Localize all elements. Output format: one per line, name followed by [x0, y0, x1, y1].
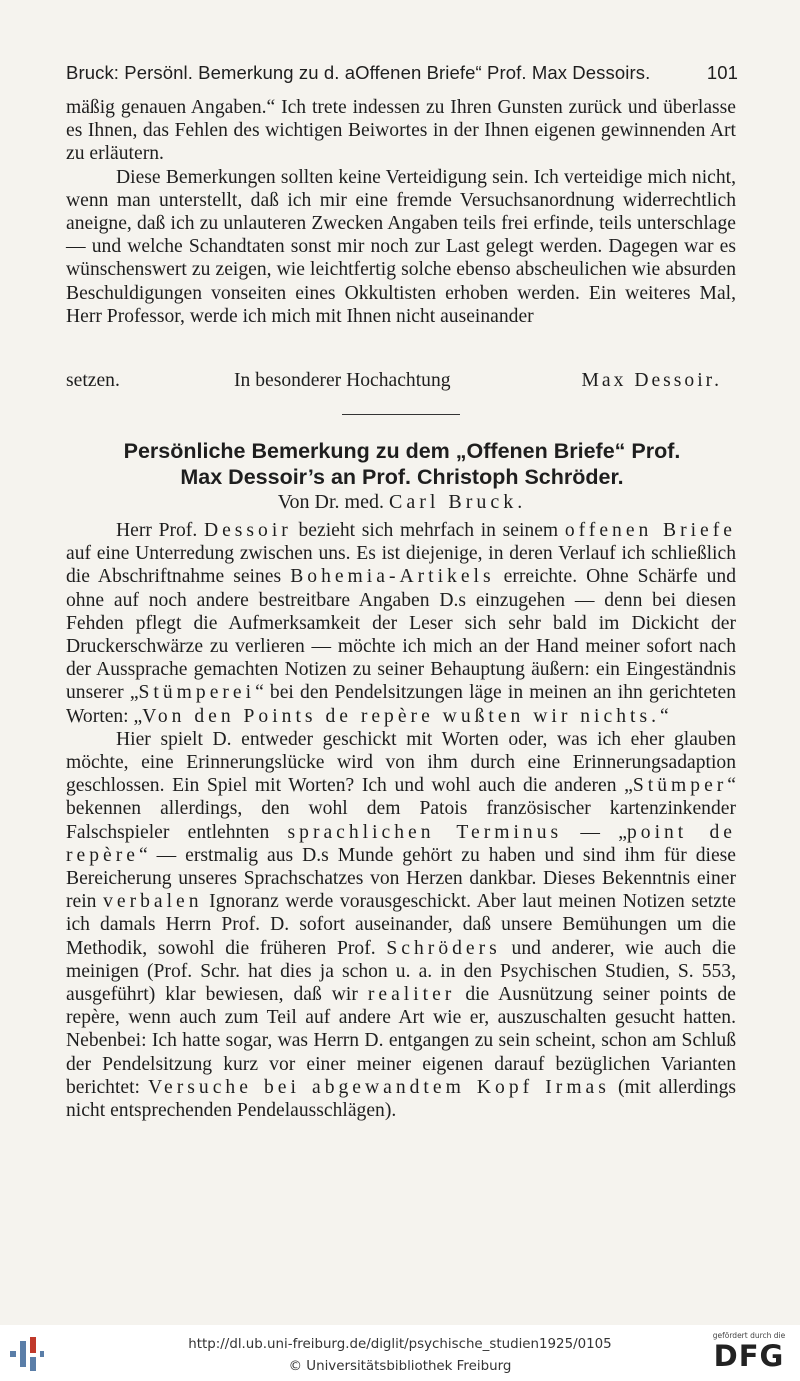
- byline-prefix: Von Dr. med.: [277, 491, 384, 513]
- closing-signature: Max Dessoir.: [581, 370, 722, 391]
- author-name: Carl Bruck.: [389, 491, 527, 513]
- funding-label: gefördert durch die: [712, 1331, 786, 1340]
- previous-article-text: [66, 96, 736, 328]
- section-divider: [342, 414, 460, 415]
- permalink-url[interactable]: http://dl.ub.uni-freiburg.de/diglit/psychische_studien1925/0105: [188, 1337, 612, 1352]
- viewer-footer: [0, 1325, 800, 1381]
- closing-word: setzen.: [66, 370, 120, 391]
- running-title: Bruck: Persönl. Bemerkung zu d. aOffenen Briefe“ Prof. Max Dessoirs.: [66, 62, 651, 83]
- paragraph: Herr Prof. Dessoir bezieht sich mehrfach in seinem offenen Briefe auf eine Unterredung zwischen uns. Es ist diejenige, in deren Verlauf ich schließlich die Abschriftnahme seines Bohemia-Artikels erreichte. Ohne Schärfe und ohne auf noch andere bestreitbare Angaben D.s einzugehen — denn bei diesen Fehden pflegt die Aufmerksamkeit der Leser sich sehr bald im Dickicht der Druckerschwärze zu verlieren — möchte ich mich an der Hand meiner sofort nach der Aussprache gemachten Notizen zu seiner Behauptung äußern: ein Eingeständnis unserer „Stümperei“ bei den Pendelsitzungen läge in meinen an ihn gerichteten Worten: „Von den Points de repère wußten wir nichts.“: [66, 520, 736, 727]
- paragraph: mäßig genauen Angaben.“ Ich trete indessen zu Ihren Gunsten zurück und überlasse es Ihnen, das Fehlen des wichtigen Beiwortes in der Ihnen eigenen gewinnenden Art zu erläutern.: [66, 97, 736, 165]
- paragraph: Diese Bemerkungen sollten keine Verteidigung sein. Ich verteidige mich nicht, wenn man unterstellt, daß ich mir eine fremde Versuchsanordnung widerrechtlich aneigne, daß ich zu unlauteren Zwecken Angaben teils frei erfinde, teils unterschlage — und welche Schandtaten sonst mir noch zur Last gelegt werden. Dagegen war es wünschenswert zu zeigen, wie leichtfertig solche ebenso abscheulichen wie absurden Beschuldigungen vonseiten eines Okkultisten erhoben werden. Ein weiteres Mal, Herr Professor, werde ich mich mit Ihnen nicht auseinander: [66, 166, 736, 327]
- page-number: 101: [706, 62, 738, 83]
- article-title-line: Max Dessoir’s an Prof. Christoph Schröder.: [180, 465, 624, 489]
- article-title-line: Persönliche Bemerkung zu dem „Offenen Briefe“ Prof.: [123, 439, 681, 463]
- dfg-logo[interactable]: [704, 1331, 794, 1372]
- closing-greeting: In besonderer Hochachtung: [234, 370, 451, 391]
- article-byline: [66, 491, 738, 514]
- dfg-wordmark: DFG: [713, 1339, 785, 1373]
- article-body: [66, 519, 736, 1122]
- copyright-notice: © Universitätsbibliothek Freiburg: [288, 1359, 512, 1374]
- running-header: [66, 62, 738, 84]
- paragraph: Hier spielt D. entweder geschickt mit Worten oder, was ich eher glauben möchte, eine Erinnerungslücke wird von ihm durch eine Erinnerungsadaption geschlossen. Ein Spiel mit Worten? Ich und wohl auch die anderen „Stümper“ bekennen allerdings, den wohl dem Patois französischer kartenzinkender Falschspieler entlehnten sprachlichen Terminus — „point de repère“ — erstmalig aus D.s Munde gehört zu haben und sind ihm für diese Bereicherung unseres Sprachschatzes von Herzen dankbar. Dieses Bekenntnis einer rein verbalen Ignoranz werde vorausgeschickt. Aber laut meinen Notizen setzte ich damals Herrn Prof. D. sofort auseinander, daß unsere Bemühungen um die Methodik, sowohl die früheren Prof. Schröders und anderer, wie auch die meinigen (Prof. Schr. hat dies ja schon u. a. in den Psychischen Studien, S. 553, ausgeführt) klar bewiesen, daß wir realiter die Ausnützung seiner points de repère, wenn auch zum Teil auf andere Art wie er, auszuschalten gesucht hatten. Nebenbei: Ich hatte sogar, was Herrn D. entgangen zu sein scheint, schon am Schluß der Pendelsitzung kurz vor einer meiner eigenen darauf bezüglichen Varianten berichtet: Versuche bei abgewandtem Kopf Irmas (mit allerdings nicht entsprechenden Pendelausschlägen).: [66, 728, 736, 1122]
- article-title: [66, 438, 738, 490]
